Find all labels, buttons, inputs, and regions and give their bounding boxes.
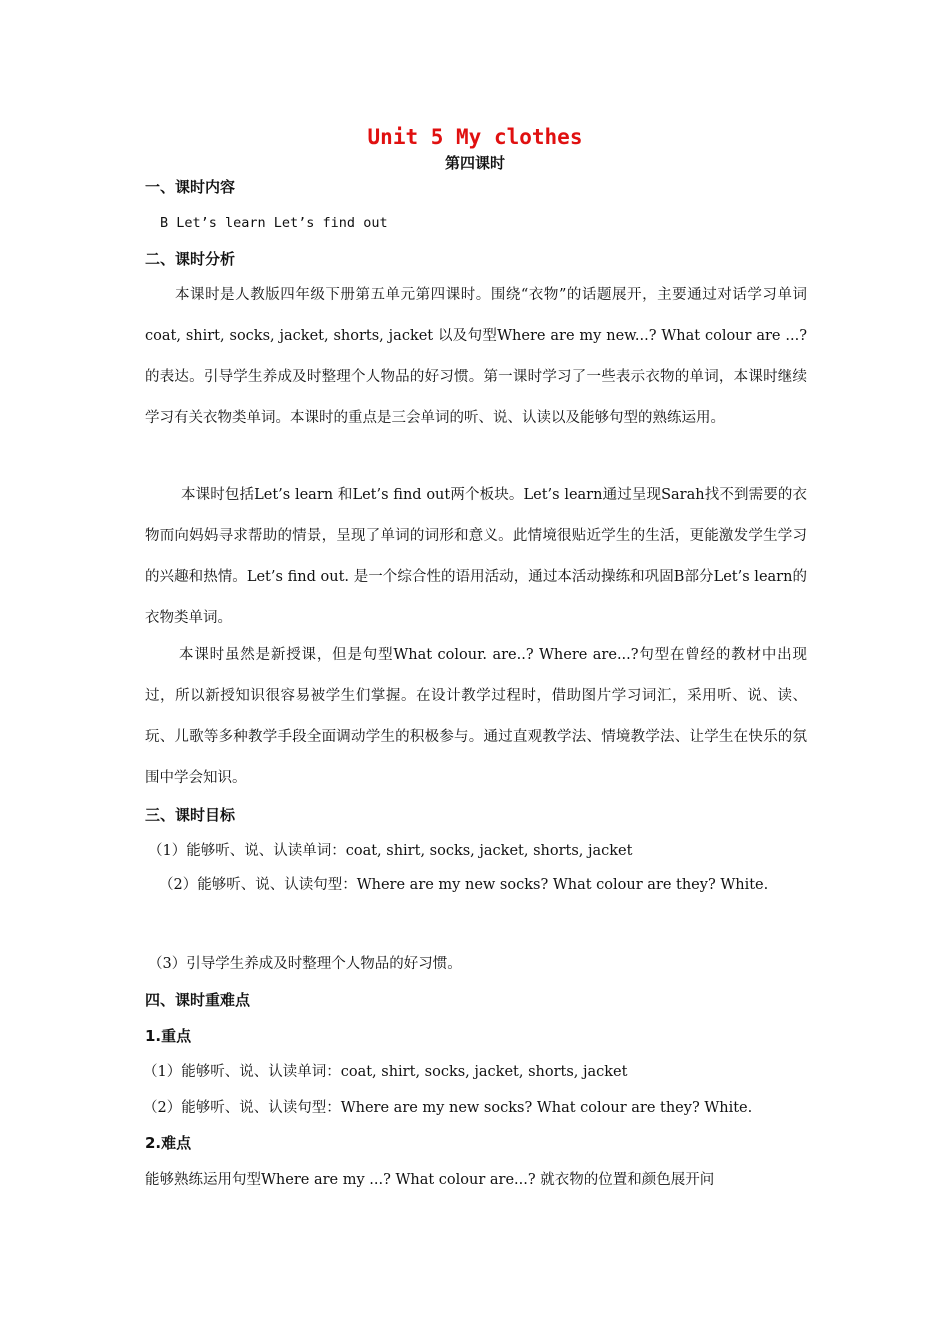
key-point-item-1: （1）能够听、说、认读单词：coat, shirt, socks, jacket, shorts, jacket [143,1064,628,1080]
document-title: Unit 5 My clothes [367,125,583,149]
analysis-paragraph-1: 本课时是人教版四年级下册第五单元第四课时。围绕“衣物”的话题展开，主要通过对话学习单词coat, shirt, socks, jacket, shorts, jacket 以及句型Where are my new...? What colour are ...?的表达。引导学生养成及时整理个人物品的好习惯。第一课时学习了一些表示衣物的单词，本课时继续学习有关衣物类单词。本课时的重点是三会单词的听、说、认读以及能够句型的熟练运用。 [145,287,807,426]
goal-item-2: （2）能够听、说、认读句型：Where are my new socks? What colour are they? White. [159,877,769,893]
difficulty-text: 能够熟练运用句型Where are my ...? What colour are...? 就衣物的位置和颜色展开问 [145,1172,715,1188]
document-subtitle: 第四课时 [444,154,505,172]
section-heading-content: 一、课时内容 [145,178,236,196]
key-point-heading: 1.重点 [145,1027,192,1045]
section-heading-goals: 三、课时目标 [145,806,236,824]
section-heading-analysis: 二、课时分析 [145,250,236,268]
section-heading-key-points: 四、课时重难点 [145,991,251,1009]
section-content-text: B Let’s learn Let’s find out [160,215,388,231]
key-point-item-2: （2）能够听、说、认读句型：Where are my new socks? What colour are they? White. [143,1100,753,1116]
goal-item-3: （3）引导学生养成及时整理个人物品的好习惯。 [148,956,462,972]
goal-item-1: （1）能够听、说、认读单词：coat, shirt, socks, jacket, shorts, jacket [148,843,633,859]
analysis-paragraph-3: 本课时虽然是新授课，但是句型What colour. are..? Where are...?句型在曾经的教材中出现过，所以新授知识很容易被学生们掌握。在设计教学过程时，借助图片学习词汇，采用听、说、读、 玩、儿歌等多种教学手段全面调动学生的积极参与。通过直观教学法、情境教学法、让学生在快乐的氛围中学会知识。 [145,647,807,786]
difficulty-heading: 2.难点 [145,1134,192,1152]
analysis-paragraph-2: 本课时包括Let’s learn 和Let’s find out两个板块。Let’s learn通过呈现Sarah找不到需要的衣物而向妈妈寻求帮助的情景，呈现了单词的词形和意义。此情境很贴近学生的生活，更能激发学生学习的兴趣和热情。Let’s find out. 是一个综合性的语用活动，通过本活动操练和巩固B部分Let’s learn的衣物类单词。 [145,487,807,626]
